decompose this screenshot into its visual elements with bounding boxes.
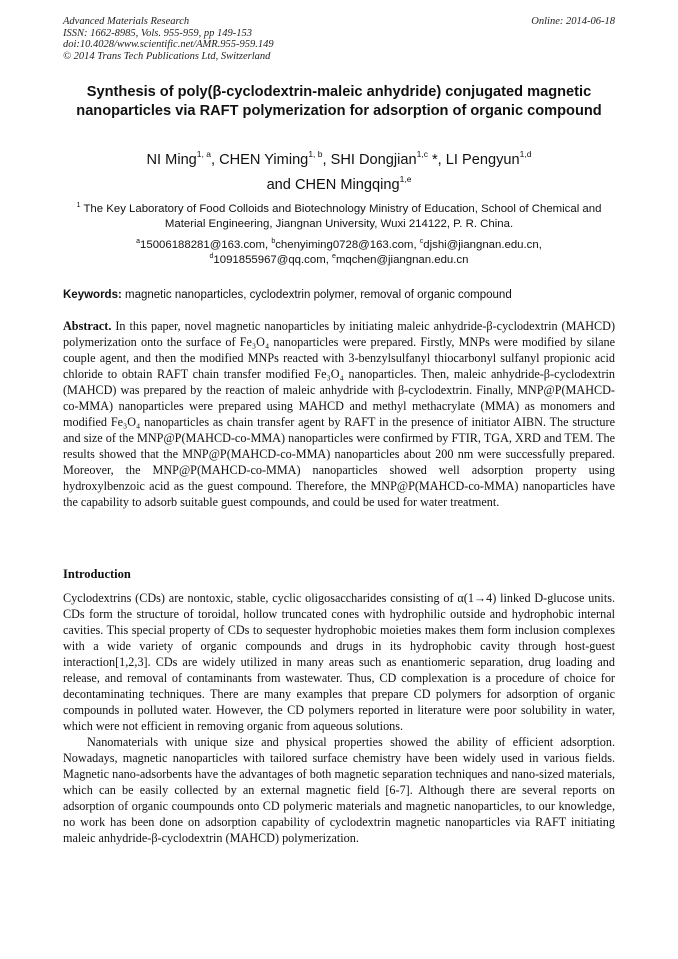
author-separator: *, [427, 152, 446, 168]
email-mark: e [332, 253, 336, 260]
introduction-body [63, 590, 615, 846]
email-separator: , [264, 239, 272, 251]
affiliation [63, 202, 615, 232]
author-affil-mark: 1, b [308, 149, 323, 159]
author-affil-mark: 1,c [416, 149, 428, 159]
email-address[interactable]: chenyiming0728@163.com [275, 239, 414, 251]
email-line-2 [63, 253, 615, 268]
journal-name: Advanced Materials Research [63, 16, 190, 27]
paper-title: Synthesis of poly(β-cyclodextrin-maleic anhydride) conjugated magnetic nanoparticles via RAFT polymerization for adsorption of organic compound [76, 84, 602, 119]
author-name: CHEN Yiming [219, 152, 309, 168]
author-list [40, 148, 638, 198]
email-separator: , [325, 254, 333, 266]
abstract-text: In this paper, novel magnetic nanoparticles by initiating maleic anhydride-β-cyclodextrin (MAHCD) polymerization onto the surface of Fe₃O₄ nanoparticles were prepared. Firstly, MNPs were modified by silane couple agent, and then the modified MNPs reacted with 3-benzylsulfanyl thiocarbonyl sulfanyl propionic acid chloride to obtain RAFT chain transfer modified Fe₃O₄ nanoparticles. Then, maleic anhydride-β-cyclodextrin (MAHCD) was prepared by the reaction of maleic anhydride with β-cyclodextrin. Finally, MNP@P(MAHCD-co-MMA) nanoparticles were prepared using MAHCD and methyl methacrylate (MMA) as monomers and modified Fe₃O₄ nanoparticles as chain transfer agent by RAFT in the presence of initiator AIBN. The structure and size of the MNP@P(MAHCD-co-MMA) nanoparticles were confirmed by FTIR, TGA, XRD and TEM. The results showed that the MNP@P(MAHCD-co-MMA) nanoparticles about 200 nm were successfully prepared. Moreover, the MNP@P(MAHCD-co-MMA) nanoparticles showed well adsorption property using hydroxylbenzoic acid as the guest compound. Therefore, the MNP@P(MAHCD-co-MMA) nanoparticles have the capability to adsorb suitable guest compounds, and could be used for water treatment. [63, 319, 616, 509]
doi-line: doi:10.4028/www.scientific.net/AMR.955-959.149 [63, 39, 274, 51]
affiliation-text: The Key Laboratory of Food Colloids and Biotechnology Ministry of Education, School of Chemical and Material Engineering, Jiangnan University, Wuxi 214122, P. R. China. [83, 203, 602, 230]
paragraph: Nanomaterials with unique size and physical properties showed the ability of efficient adsorption. Nowadays, magnetic nanoparticles with tailored surface chemistry have been widely used in various fields. Magnetic nano-adsorbents have the advantages of both magnetic separation techniques and nano-sized materials, which can be easily collected by an external magnetic field [6-7]. Although there are several reports on adsorption of organic coumpounds onto CD polymeric materials and magnetic nanoparticles, to our knowledge, no work has been done on adsorption capability of cyclodextrin magnetic nanoparticles via RAFT initiating maleic anhydride-β-cyclodextrin (MAHCD) polymerization. [63, 735, 615, 845]
email-address[interactable]: 15006188281@163.com [140, 239, 265, 251]
email-separator: , [413, 239, 420, 251]
author-affil-mark: 1, a [196, 149, 211, 159]
paragraph: Cyclodextrins (CDs) are nontoxic, stable, cyclic oligosaccharides consisting of α(1→4) linked D-glucose units. CDs form the structure of toroidal, hollow truncated cones with hydrophilic outside and hydrophobic internal cavities. This special property of CDs to sequester hydrophobic moieties makes them form inclusion complexes with a wide variety of organic compounds and drugs in its hydrophobic cavity through host-guest interaction[1,2,3]. CDs are widely utilized in many areas such as enantiomeric separation, drug loading and release, and removal of contaminants from wastewater. Thus, CD complexation is a procedure of choice for decontaminating techniques. There are many examples that prepare CD polymers for adsorption of organic compounds in polluted water. However, the CD polymers reported in literature were poor solubility in water, which were not efficient in removing organic from aqueous solutions. [63, 591, 615, 733]
email-address[interactable]: 1091855967@qq.com [213, 254, 326, 266]
author-name: NI Ming [146, 152, 197, 168]
keywords-text: magnetic nanoparticles, cyclodextrin polymer, removal of organic compound [125, 289, 512, 301]
keywords [63, 288, 615, 303]
email-address[interactable]: djshi@jiangnan.edu.cn, [423, 239, 542, 251]
issn-line: ISSN: 1662-8985, Vols. 955-959, pp 149-153 [63, 27, 252, 39]
author-affil-mark: 1,d [519, 149, 532, 159]
email-line-1 [63, 238, 615, 253]
author-separator: , [210, 152, 220, 168]
author-name: LI Pengyun [445, 152, 520, 168]
running-header [63, 16, 615, 62]
email-mark: d [209, 253, 214, 260]
author-affil-mark: 1,e [399, 174, 412, 184]
author-name: SHI Dongjian [330, 152, 417, 168]
abstract [63, 318, 615, 510]
copyright-line: © 2014 Trans Tech Publications Ltd, Switzerland [63, 50, 271, 62]
author-line-1 [40, 148, 638, 173]
email-mark: b [271, 238, 276, 245]
author-separator: , [322, 152, 331, 168]
author-name: and CHEN Mingqing [266, 177, 400, 193]
introduction-heading: Introduction [63, 567, 131, 581]
publication-info [63, 16, 274, 62]
keywords-label: Keywords: [63, 289, 122, 301]
affiliation-mark: 1 [76, 202, 81, 209]
author-line-2 [40, 173, 638, 198]
email-address[interactable]: mqchen@jiangnan.edu.cn [335, 254, 469, 266]
online-date: Online: 2014-06-18 [531, 16, 615, 27]
email-mark: a [136, 238, 141, 245]
email-mark: c [419, 238, 424, 245]
abstract-label: Abstract. [63, 319, 112, 333]
author-emails [63, 238, 615, 268]
